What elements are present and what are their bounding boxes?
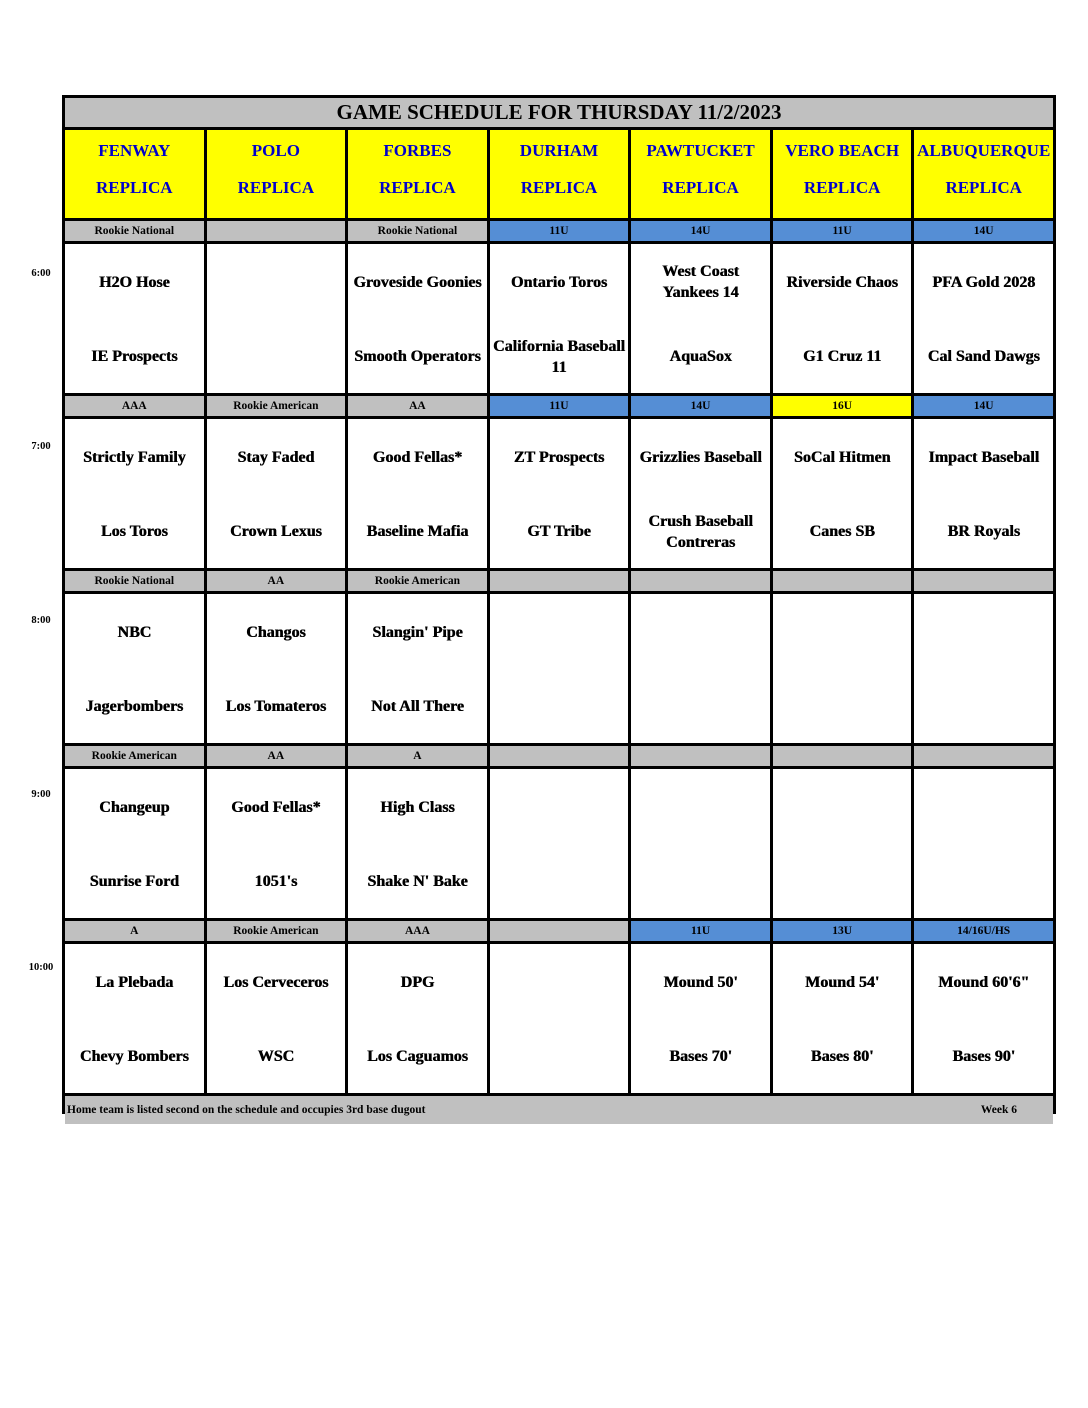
field-sub: REPLICA [945, 178, 1022, 197]
home-team [698, 670, 704, 743]
division-label: AA [207, 571, 346, 591]
field-header-fenway [65, 130, 204, 218]
division-label: 16U [773, 396, 912, 416]
home-team [839, 670, 845, 743]
away-team: Mound 50' [663, 973, 738, 991]
game-cell [914, 594, 1053, 743]
away-team [839, 769, 845, 845]
game-cell [490, 769, 629, 918]
home-team: GT Tribe [527, 523, 591, 540]
division-label: 14/16U/HS [914, 921, 1053, 941]
home-team: Crown Lexus [229, 523, 322, 540]
division-label [914, 746, 1053, 766]
division-label [631, 746, 770, 766]
game-cell [490, 594, 629, 743]
game-cell [490, 244, 629, 393]
division-label [914, 571, 1053, 591]
home-team: Bases 70' [669, 1048, 732, 1065]
away-team: PFA Gold 2028 [932, 273, 1036, 291]
away-team: Good Fellas* [231, 798, 321, 816]
schedule-title: GAME SCHEDULE FOR THURSDAY 11/2/2023 [65, 98, 1053, 127]
field-name: VERO BEACH [785, 141, 900, 160]
division-label: Rookie National [65, 221, 204, 241]
away-team [556, 769, 562, 845]
time-label: 7:00 [31, 441, 51, 452]
away-team: H2O Hose [98, 273, 170, 291]
schedule-footer [65, 1096, 1053, 1124]
game-cell [631, 419, 770, 568]
away-team [981, 769, 987, 845]
division-label: 13U [773, 921, 912, 941]
game-cell [490, 944, 629, 1093]
game-cell [631, 594, 770, 743]
away-team: Ontario Toros [510, 273, 608, 291]
home-team: Los Toros [100, 523, 168, 540]
field-sub: REPLICA [520, 178, 598, 197]
field-sub: REPLICA [662, 178, 739, 197]
division-label: 14U [914, 221, 1053, 241]
division-label [631, 571, 770, 591]
game-cell [207, 419, 346, 568]
game-cell [631, 244, 770, 393]
game-cell [773, 769, 912, 918]
division-label: 11U [490, 396, 629, 416]
game-cell [207, 594, 346, 743]
home-team: Crush Baseball Contreras [648, 512, 753, 551]
division-label [490, 571, 629, 591]
away-team: NBC [117, 623, 152, 641]
time-label: 10:00 [28, 962, 54, 973]
home-team: Los Caguamos [366, 1048, 468, 1065]
division-label: A [348, 746, 487, 766]
field-sub: REPLICA [379, 178, 456, 197]
home-team [981, 845, 987, 918]
division-label: Rookie National [65, 571, 204, 591]
home-team [556, 845, 562, 918]
home-team: Bases 80' [810, 1048, 874, 1065]
division-label: AAA [65, 396, 204, 416]
away-team: Stay Faded [237, 448, 315, 466]
division-label: Rookie American [348, 571, 487, 591]
field-header-vero-beach [773, 130, 912, 218]
game-cell [914, 769, 1053, 918]
division-label: Rookie American [207, 396, 346, 416]
schedule-table [62, 95, 1056, 1114]
field-name: DURHAM [519, 141, 599, 160]
home-team: Los Tomateros [225, 698, 327, 715]
away-team [556, 594, 562, 670]
home-team: Canes SB [809, 523, 875, 540]
division-label: Rookie National [348, 221, 487, 241]
away-team: Riverside Chaos [786, 273, 898, 291]
home-team: G1 Cruz 11 [803, 348, 882, 365]
away-team: Good Fellas* [372, 448, 463, 466]
game-cell [348, 944, 487, 1093]
division-label: 11U [631, 921, 770, 941]
game-cell [348, 244, 487, 393]
home-team: AquaSox [669, 348, 732, 365]
division-label: Rookie American [207, 921, 346, 941]
home-team [273, 320, 279, 393]
division-label: 14U [631, 396, 770, 416]
away-team: SoCal Hitmen [793, 448, 891, 466]
away-team [273, 244, 279, 320]
away-team [839, 594, 845, 670]
home-team: Smooth Operators [354, 348, 481, 365]
home-team: California Baseball 11 [492, 337, 625, 376]
game-cell [348, 419, 487, 568]
away-team: La Plebada [95, 973, 174, 991]
game-cell [207, 769, 346, 918]
away-team [981, 594, 987, 670]
field-header-albuquerque [914, 130, 1053, 218]
away-team: Strictly Family [82, 448, 186, 466]
home-team: Bases 90' [952, 1048, 1016, 1065]
game-cell [348, 769, 487, 918]
field-name: PAWTUCKET [646, 141, 755, 160]
home-team [698, 845, 704, 918]
field-name: ALBUQUERQUE [917, 141, 1051, 160]
home-team [839, 845, 845, 918]
home-team: Shake N' Bake [367, 873, 468, 890]
away-team: Impact Baseball [928, 448, 1040, 466]
home-team: Cal Sand Dawgs [927, 348, 1040, 365]
home-team [556, 1020, 562, 1093]
game-cell [773, 944, 912, 1093]
field-name: FORBES [383, 141, 452, 160]
away-team: ZT Prospects [513, 448, 605, 466]
away-team: Changos [246, 623, 306, 641]
game-cell [631, 769, 770, 918]
field-name: FENWAY [98, 141, 171, 160]
game-cell [914, 944, 1053, 1093]
game-cell [773, 244, 912, 393]
division-label: AA [207, 746, 346, 766]
away-team: West Coast Yankees 14 [662, 263, 739, 301]
away-team [698, 594, 704, 670]
division-label [490, 921, 629, 941]
away-team: High Class [380, 798, 455, 816]
field-header-durham [490, 130, 629, 218]
game-cell [631, 944, 770, 1093]
home-team: 1051's [254, 873, 298, 890]
game-cell [207, 944, 346, 1093]
game-cell [65, 594, 204, 743]
field-header-polo [207, 130, 346, 218]
time-label: 9:00 [31, 789, 51, 800]
away-team: Los Cerveceros [223, 973, 329, 991]
game-cell [773, 419, 912, 568]
home-team: Chevy Bombers [79, 1048, 189, 1065]
away-team: Groveside Goonies [353, 273, 482, 291]
home-team: Baseline Mafia [366, 523, 469, 540]
field-header-forbes [348, 130, 487, 218]
away-team: DPG [400, 973, 435, 991]
game-cell [65, 769, 204, 918]
home-team: Jagerbombers [85, 698, 184, 715]
division-label: 14U [631, 221, 770, 241]
division-label: AA [348, 396, 487, 416]
away-team [556, 944, 562, 1020]
away-team: Slangin' Pipe [372, 623, 463, 641]
field-sub: REPLICA [96, 178, 173, 197]
game-cell [65, 944, 204, 1093]
home-team: IE Prospects [91, 348, 178, 365]
division-label: 11U [490, 221, 629, 241]
division-label [773, 571, 912, 591]
away-team: Grizzlies Baseball [639, 448, 762, 466]
division-label [490, 746, 629, 766]
away-team: Mound 60'6" [938, 973, 1030, 991]
home-team [981, 670, 987, 743]
game-cell [348, 594, 487, 743]
game-cell [65, 419, 204, 568]
game-cell [65, 244, 204, 393]
away-team [698, 769, 704, 845]
game-cell [207, 244, 346, 393]
game-cell [914, 244, 1053, 393]
division-label: AAA [348, 921, 487, 941]
field-sub: REPLICA [803, 178, 881, 197]
home-team: Not All There [371, 698, 464, 715]
field-sub: REPLICA [237, 178, 315, 197]
division-label [773, 746, 912, 766]
home-team: WSC [257, 1048, 295, 1065]
division-label [207, 221, 346, 241]
game-cell [490, 419, 629, 568]
home-team: BR Royals [947, 523, 1020, 540]
division-label: A [65, 921, 204, 941]
division-label: Rookie American [65, 746, 204, 766]
home-team [556, 670, 562, 743]
game-cell [773, 594, 912, 743]
week-label: Week 6 [980, 1104, 1017, 1116]
time-label: 8:00 [31, 615, 51, 626]
game-cell [914, 419, 1053, 568]
away-team: Mound 54' [805, 973, 880, 991]
time-label: 6:00 [31, 268, 51, 279]
footer-note: Home team is listed second on the schedule and occupies 3rd base dugout [67, 1104, 426, 1116]
division-label: 11U [773, 221, 912, 241]
away-team: Changeup [99, 798, 170, 816]
home-team: Sunrise Ford [89, 873, 179, 890]
field-name: POLO [251, 141, 300, 160]
field-header-pawtucket [631, 130, 770, 218]
division-label: 14U [914, 396, 1053, 416]
